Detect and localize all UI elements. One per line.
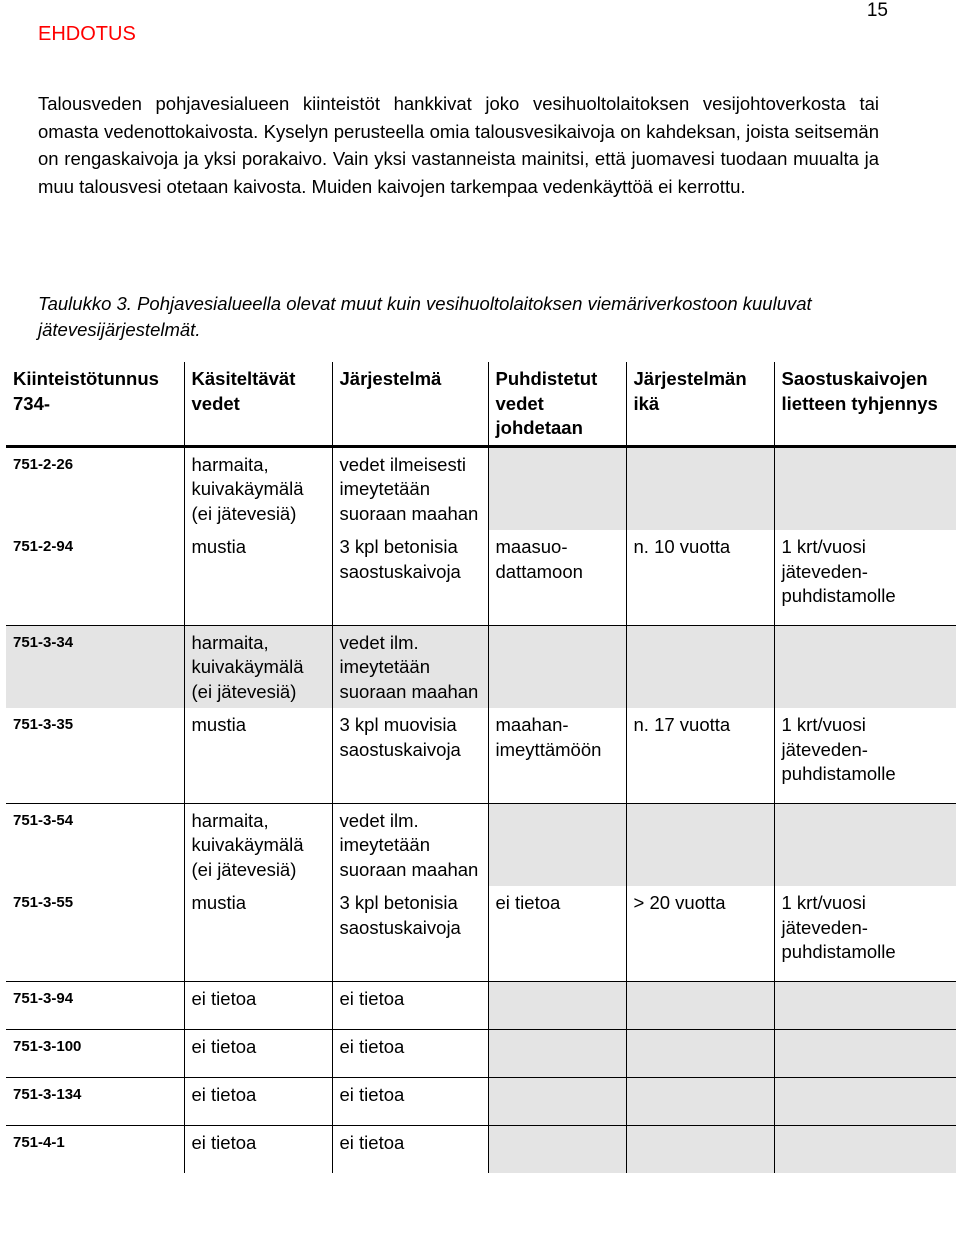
cell-discharge: maahan-imeyttämöön bbox=[488, 708, 626, 803]
table-caption: Taulukko 3. Pohjavesialueella olevat muut kuin vesihuoltolaitoksen viemäriverkostoon kuuluvat jätevesijärjestelmät. bbox=[38, 293, 812, 340]
cell-discharge bbox=[488, 1125, 626, 1173]
cell-age bbox=[626, 1125, 774, 1173]
cell-age: > 20 vuotta bbox=[626, 886, 774, 981]
table-row bbox=[6, 1125, 956, 1173]
table-row bbox=[6, 530, 956, 625]
cell-emptying bbox=[774, 446, 956, 530]
header-discharge: Puhdistetut vedet johdetaan bbox=[488, 362, 626, 446]
cell-system: vedet ilmeisesti imeytetään suoraan maahan bbox=[332, 446, 488, 530]
cell-emptying: 1 krt/vuosi jäteveden-puhdistamolle bbox=[774, 886, 956, 981]
cell-emptying bbox=[774, 625, 956, 708]
table-row bbox=[6, 1029, 956, 1077]
cell-age: n. 17 vuotta bbox=[626, 708, 774, 803]
cell-age: n. 10 vuotta bbox=[626, 530, 774, 625]
header-property: Kiinteistötunnus 734- bbox=[6, 362, 184, 446]
cell-waters: mustia bbox=[184, 530, 332, 625]
table-row bbox=[6, 446, 956, 530]
cell-discharge bbox=[488, 803, 626, 886]
cell-waters: ei tietoa bbox=[184, 1125, 332, 1173]
cell-property-id: 751-2-26 bbox=[13, 455, 74, 473]
cell-emptying bbox=[774, 1077, 956, 1125]
cell-emptying bbox=[774, 981, 956, 1029]
cell-discharge: ei tietoa bbox=[488, 886, 626, 981]
cell-waters: ei tietoa bbox=[184, 981, 332, 1029]
cell-discharge bbox=[488, 446, 626, 530]
cell-system: ei tietoa bbox=[332, 981, 488, 1029]
cell-system: ei tietoa bbox=[332, 1125, 488, 1173]
cell-system: ei tietoa bbox=[332, 1029, 488, 1077]
cell-emptying: 1 krt/vuosi jäteveden-puhdistamolle bbox=[774, 708, 956, 803]
cell-age bbox=[626, 981, 774, 1029]
cell-emptying bbox=[774, 1029, 956, 1077]
cell-discharge bbox=[488, 1029, 626, 1077]
cell-system: vedet ilm. imeytetään suoraan maahan bbox=[332, 625, 488, 708]
cell-property-id: 751-3-35 bbox=[6, 708, 184, 803]
cell-discharge bbox=[488, 1077, 626, 1125]
cell-emptying: 1 krt/vuosi jäteveden-puhdistamolle bbox=[774, 530, 956, 625]
cell-discharge: maasuo-dattamoon bbox=[488, 530, 626, 625]
cell-property-id: 751-4-1 bbox=[13, 1133, 65, 1151]
cell-property-id: 751-3-134 bbox=[6, 1077, 184, 1125]
cell-age bbox=[626, 625, 774, 708]
cell-system: vedet ilm. imeytetään suoraan maahan bbox=[332, 803, 488, 886]
cell-property-id: 751-2-94 bbox=[6, 530, 184, 625]
cell-waters: harmaita, kuivakäymälä (ei jätevesiä) bbox=[184, 803, 332, 886]
cell-system: ei tietoa bbox=[332, 1077, 488, 1125]
table-row bbox=[6, 981, 956, 1029]
table-row bbox=[6, 625, 956, 708]
cell-property-id: 751-3-55 bbox=[6, 886, 184, 981]
cell-waters: mustia bbox=[184, 886, 332, 981]
wastewater-systems-table bbox=[6, 362, 956, 1173]
table-header-row bbox=[6, 362, 956, 446]
intro-paragraph: Talousveden pohjavesialueen kiinteistöt hankkivat joko vesihuoltolaitoksen vesijohtoverkosta tai omasta vedenottokaivosta. Kyselyn perusteella omia talousvesikaivoja on kahdeksan, joista seitsemän on rengaskaivoja ja yksi porakaivo. Vain yksi vastanneista mainitsi, että juomavesi tuodaan muualta ja muu talousvesi otetaan kaivosta. Muiden kaivojen tarkempaa vedenkäyttöä ei kerrottu. bbox=[38, 93, 879, 197]
cell-system: 3 kpl betonisia saostuskaivoja bbox=[332, 886, 488, 981]
cell-waters: ei tietoa bbox=[184, 1077, 332, 1125]
cell-age bbox=[626, 803, 774, 886]
header-system: Järjestelmä bbox=[332, 362, 488, 446]
cell-system: 3 kpl muovisia saostuskaivoja bbox=[332, 708, 488, 803]
header-waters: Käsiteltävät vedet bbox=[184, 362, 332, 446]
cell-emptying bbox=[774, 803, 956, 886]
draft-label: EHDOTUS bbox=[38, 23, 136, 45]
cell-waters: harmaita, kuivakäymälä (ei jätevesiä) bbox=[184, 625, 332, 708]
cell-property-id: 751-3-100 bbox=[6, 1029, 184, 1077]
header-emptying: Saostuskaivojen lietteen tyhjennys bbox=[774, 362, 956, 446]
cell-property-id: 751-3-94 bbox=[6, 981, 184, 1029]
cell-age bbox=[626, 446, 774, 530]
cell-waters: mustia bbox=[184, 708, 332, 803]
table-row bbox=[6, 708, 956, 803]
table-row bbox=[6, 1077, 956, 1125]
cell-age bbox=[626, 1077, 774, 1125]
table-row bbox=[6, 886, 956, 981]
cell-emptying bbox=[774, 1125, 956, 1173]
cell-discharge bbox=[488, 625, 626, 708]
cell-property-id: 751-3-34 bbox=[6, 625, 184, 708]
page-number: 15 bbox=[866, 0, 888, 21]
cell-system: 3 kpl betonisia saostuskaivoja bbox=[332, 530, 488, 625]
cell-discharge bbox=[488, 981, 626, 1029]
cell-waters: harmaita, kuivakäymälä (ei jätevesiä) bbox=[184, 446, 332, 530]
cell-age bbox=[626, 1029, 774, 1077]
cell-waters: ei tietoa bbox=[184, 1029, 332, 1077]
table-row bbox=[6, 803, 956, 886]
header-age: Järjestelmän ikä bbox=[626, 362, 774, 446]
cell-property-id: 751-3-54 bbox=[13, 811, 74, 829]
